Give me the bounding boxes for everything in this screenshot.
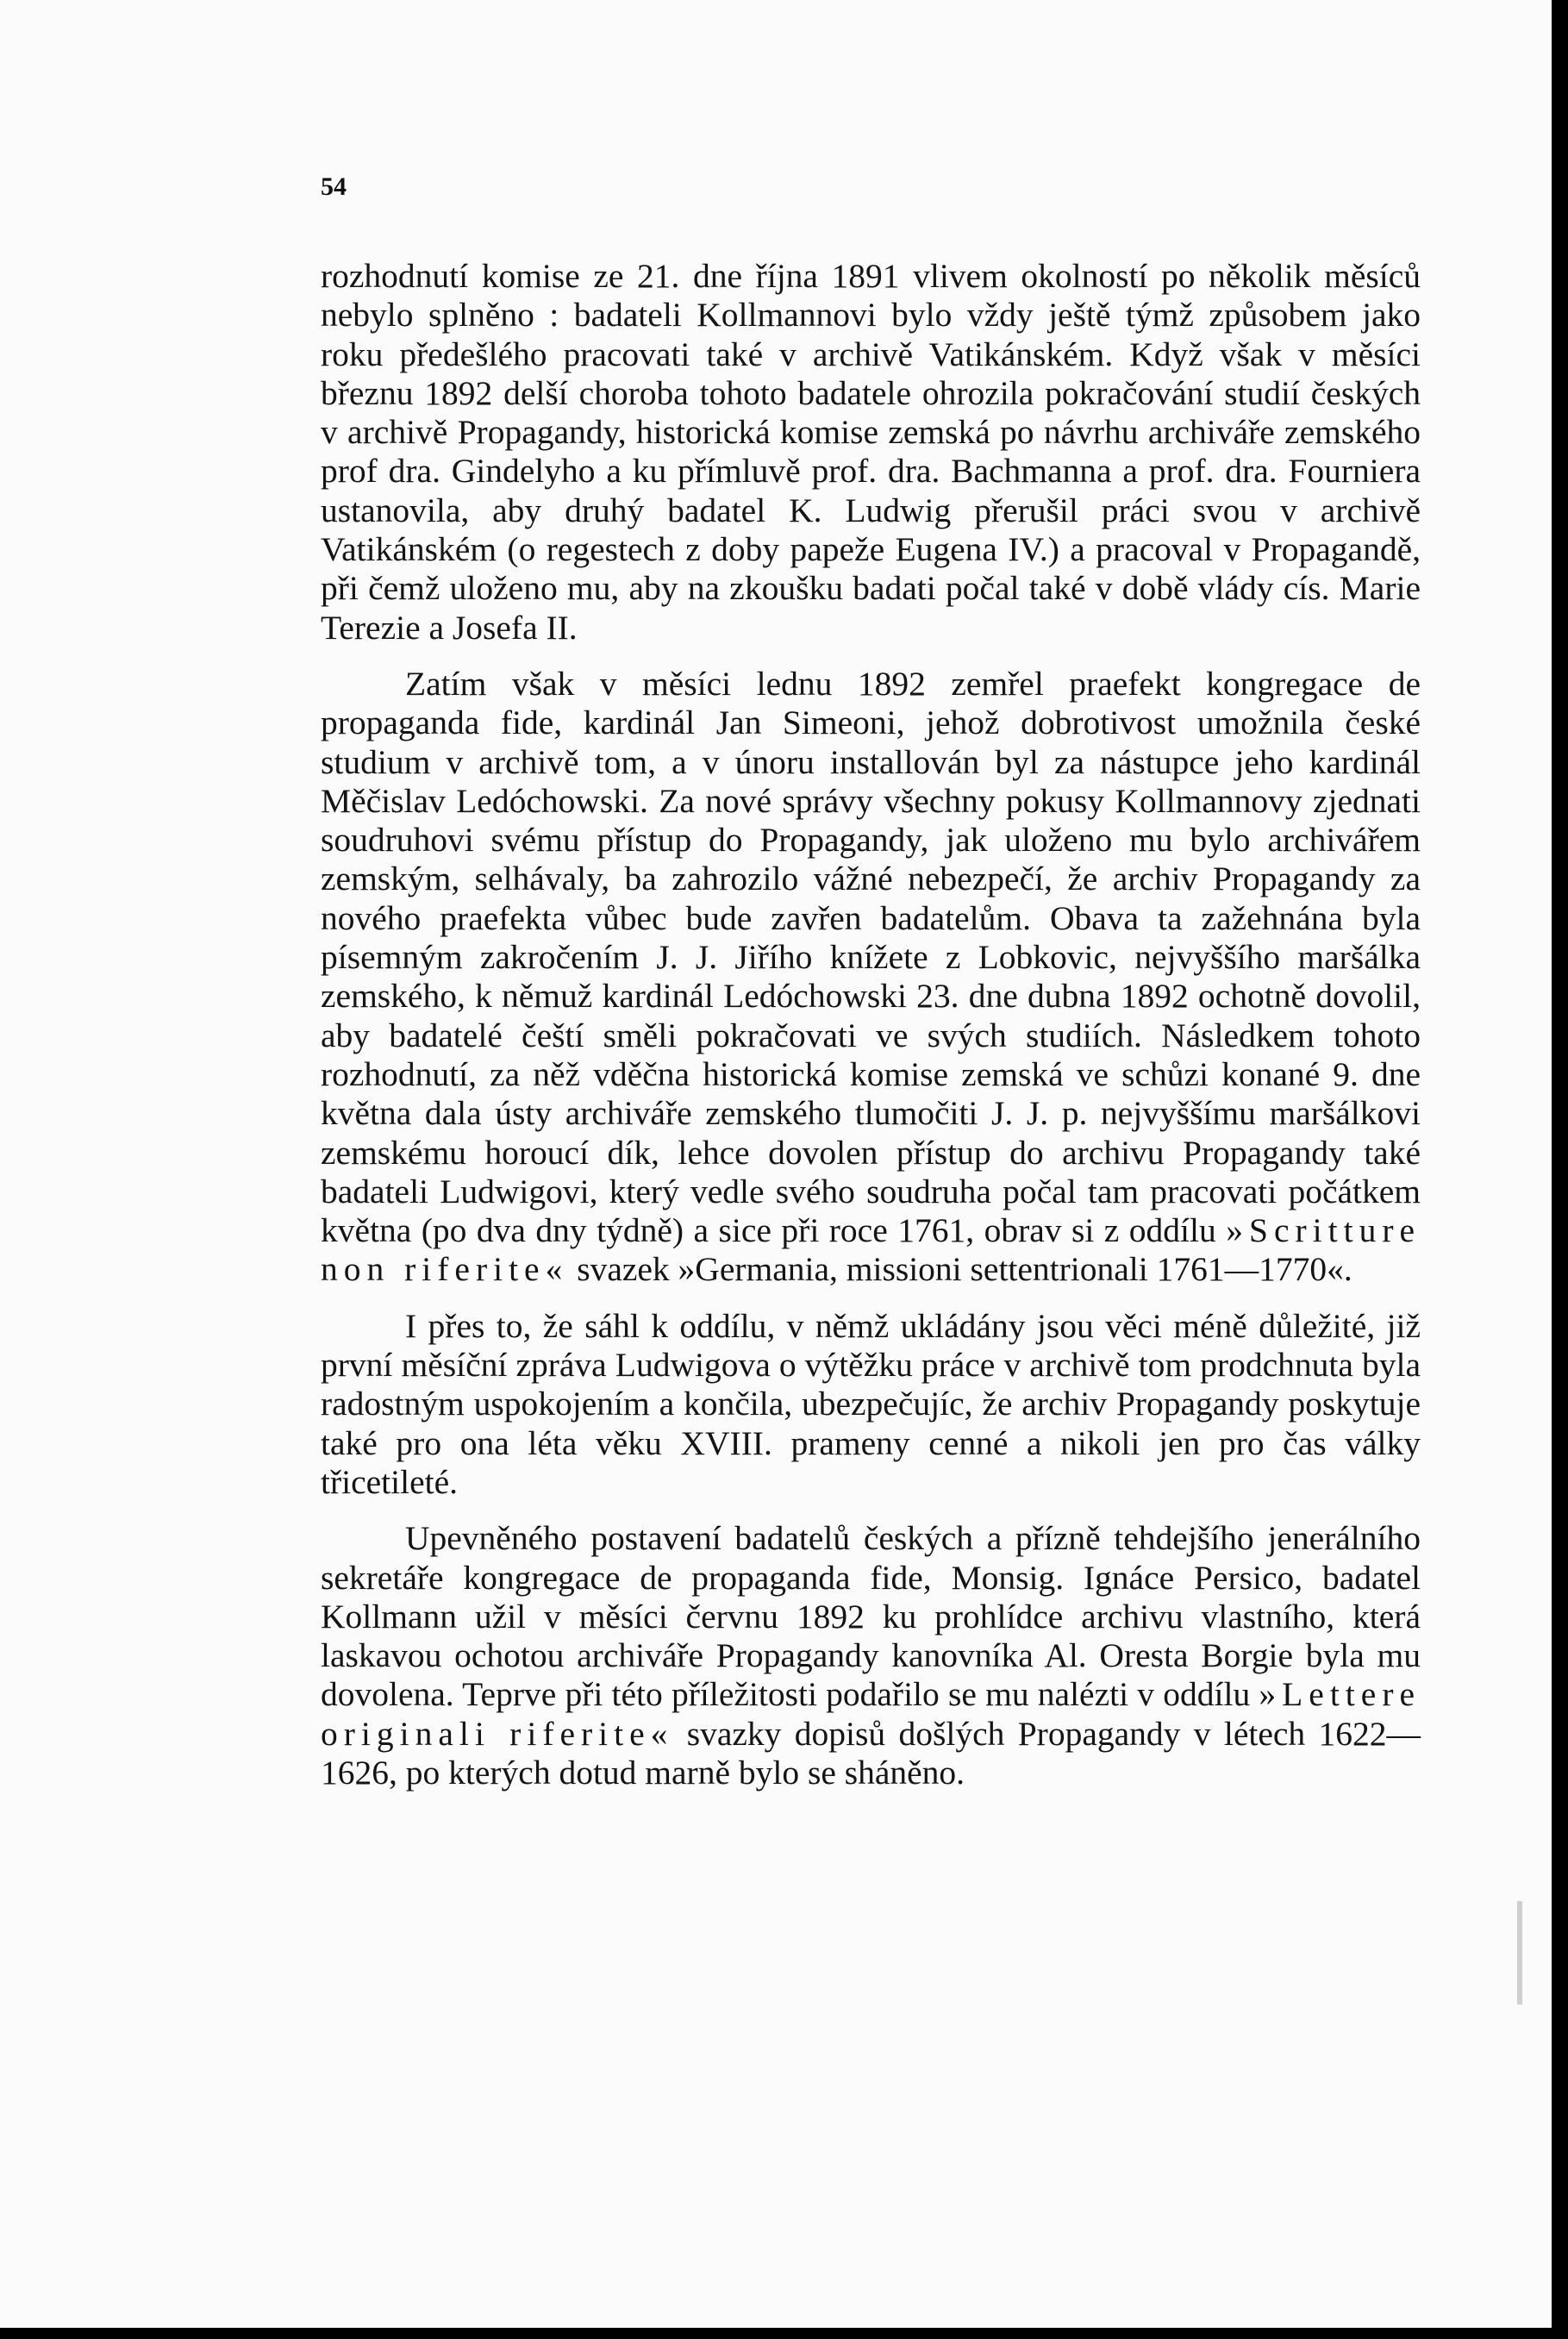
scan-border-bottom <box>0 2328 1568 2339</box>
scan-edge-mark <box>1517 1901 1522 2004</box>
paragraph-3-text: I přes to, že sáhl k oddílu, v němž ukládány jsou věci méně důležité, již první měsíční zpráva Ludwigova o výtěžku práce v archivě tom prodchnuta byla radostným uspokojením a končila, ubezpečujíc, že archiv Propagandy poskytuje také pro ona léta věku XVIII. prameny cenné a nikoli jen pro čas války třicetileté. <box>321 1306 1421 1501</box>
paragraph-2 <box>321 665 1421 1290</box>
page-number: 54 <box>321 172 347 201</box>
paragraph-4-spaced-title: »Lettere originali riferite« <box>321 1675 1421 1753</box>
paragraph-2-text-end: svazek »Germania, missioni settentrionali 1761—1770«. <box>577 1250 1352 1289</box>
paragraph-2-text: Zatím však v měsíci lednu 1892 zemřel praefekt kongregace de propaganda fide, kardinál Jan Simeoni, jehož dobrotivost umožnila české studium v archivě tom, a v únoru installován byl za nástupce jeho kardinál Měčislav Ledóchowski. Za nové správy všechny pokusy Kollmannovy zjednati soudruhovi svému přístup do Propagandy, jak uloženo mu bylo archivářem zemským, selhávaly, ba zahrozilo vážné nebezpečí, že archiv Propagandy za nového praefekta vůbec bude zavřen badatelům. Obava ta zažehnána byla písemným zakročením J. J. Jiřího knížete z Lobkovic, nejvyššího maršálka zemského, k němuž kardinál Ledóchowski 23. dne dubna 1892 ochotně dovolil, aby badatelé čeští směli pokračovati ve svých studiích. Následkem tohoto rozhodnutí, za něž vděčna historická komise zemská ve schůzi konané 9. dne května dala ústy archiváře zemského tlumočiti J. J. p. nejvyššímu maršálkovi zemskému horoucí dík, lehce dovolen přístup do archivu Propagandy také badateli Ludwigovi, který vedle svého soudruha počal tam pracovati počátkem května (po dva dny týdně) a sice při roce 1761, obrav si z oddílu <box>321 664 1421 1250</box>
body-text <box>321 257 1421 1792</box>
scan-border-right <box>1552 0 1568 2339</box>
paragraph-2-spaced-title: »Scritture non riferite« <box>321 1211 1421 1289</box>
paragraph-1-text: rozhodnutí komise ze 21. dne října 1891 vlivem okolností po několik měsíců nebylo splněno : badateli Kollmannovi bylo vždy ještě týmž způsobem jako roku předešlého pracovati také v archivě Vatikánském. Když však v měsíci březnu 1892 delší choroba tohoto badatele ohrozila pokračování studií českých v archivě Propagandy, historická komise zemská po návrhu archiváře zemského prof dra. Gindelyho a ku přímluvě prof. dra. Bachmanna a prof. dra. Fourniera ustanovila, aby druhý badatel K. Ludwig přerušil práci svou v archivě Vatikánském (o regestech z doby papeže Eugena IV.) a pracoval v Propagandě, při čemž uloženo mu, aby na zkoušku badati počal také v době vlády cís. Marie Terezie a Josefa II. <box>321 257 1421 647</box>
paragraph-1 <box>321 257 1421 647</box>
paragraph-3 <box>321 1307 1421 1502</box>
paragraph-4-text-end: svazky dopisů došlých Propagandy v létech 1622—1626, po kterých dotud marně bylo se sháněno. <box>321 1714 1421 1792</box>
paragraph-4 <box>321 1519 1421 1792</box>
paragraph-4-text: Upevněného postavení badatelů českých a přízně tehdejšího jenerálního sekretáře kongregace de propaganda fide, Monsig. Ignáce Persico, badatel Kollmann užil v měsíci červnu 1892 ku prohlídce archivu vlastního, která laskavou ochotou archiváře Propagandy kanovníka Al. Oresta Borgie byla mu dovolena. Teprve při této příležitosti podařilo se mu nalézti v oddílu <box>321 1519 1421 1714</box>
